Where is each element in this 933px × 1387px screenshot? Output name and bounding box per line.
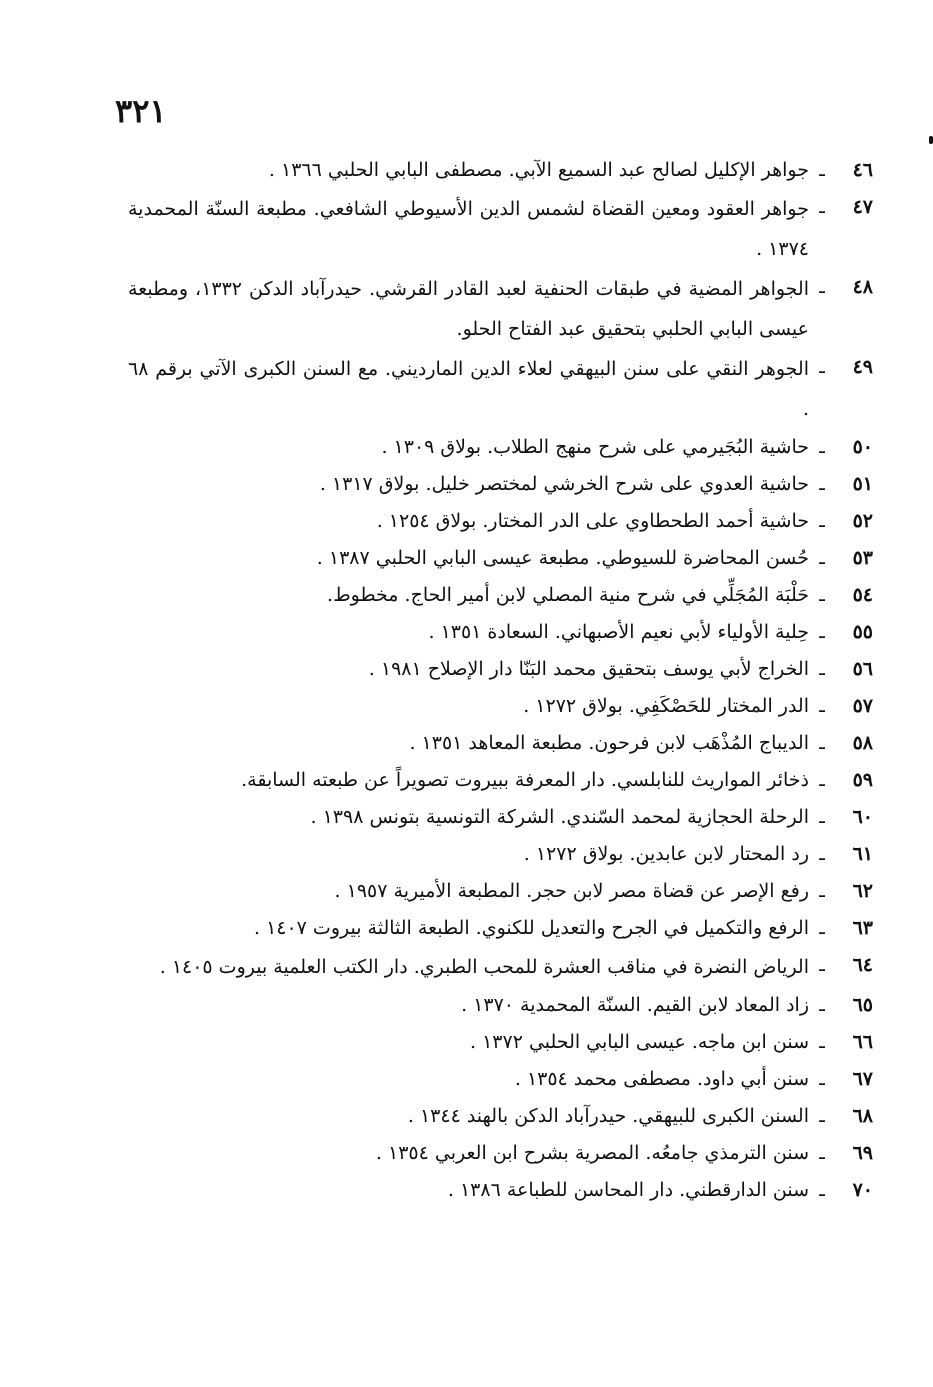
list-item (128, 349, 873, 429)
margin-mark (929, 136, 933, 144)
entry-number: ٥٤ (852, 584, 873, 606)
list-item (128, 269, 873, 349)
entry-number: ٦٤ (852, 954, 873, 976)
entry-dash: ـ (819, 473, 825, 495)
entry-text: حَلْبَة المُجَلِّي في شرح منية المصلي لابن أمير الحاج. مخطوط. (327, 584, 809, 606)
entry-number: ٦٩ (852, 1142, 873, 1164)
entry-text: حاشية أحمد الطحطاوي على الدر المختار. بولاق ١٢٥٤ . (376, 510, 809, 532)
list-item (128, 152, 873, 189)
entry-text: الجوهر النقي على سنن البيهقي لعلاء الدين المارديني. مع السنن الكبرى الآتي برقم ٦٨ . (128, 358, 809, 420)
entry-number: ٥٠ (852, 436, 873, 458)
entry-dash: ـ (819, 1142, 825, 1164)
list-item (128, 1135, 873, 1172)
entry-text: زاد المعاد لابن القيم. السنّة المحمدية ١٣٧٠ . (461, 994, 809, 1016)
list-item (128, 189, 873, 269)
entry-dash: ـ (819, 276, 825, 298)
list-item (128, 466, 873, 503)
entry-dash: ـ (819, 769, 825, 791)
entry-dash: ـ (819, 547, 825, 569)
entry-number: ٦٥ (852, 994, 873, 1016)
entry-text: حُسن المحاضرة للسيوطي. مطبعة عيسى البابي الحلبي ١٣٨٧ . (316, 547, 809, 569)
list-item (128, 577, 873, 614)
entry-text: ذخائر المواريث للنابلسي. دار المعرفة ببيروت تصويراً عن طبعته السابقة. (241, 769, 809, 791)
list-item (128, 910, 873, 947)
entry-number: ٧٠ (852, 1179, 873, 1201)
entry-number: ٤٧ (852, 196, 873, 218)
entry-dash: ـ (819, 621, 825, 643)
entry-text: الجواهر المضية في طبقات الحنفية لعبد القادر القرشي. حيدرآباد الدكن ١٣٣٢، ومطبعة عيسى البابي الحلبي بتحقيق عبد الفتاح الحلو. (128, 278, 809, 340)
entry-number: ٦٦ (852, 1031, 873, 1053)
entry-number: ٥٩ (852, 769, 873, 791)
entry-dash: ـ (819, 1068, 825, 1090)
entry-text: حاشية البُجَيرمي على شرح منهج الطلاب. بولاق ١٣٠٩ . (381, 436, 809, 458)
entry-text: الخراج لأبي يوسف بتحقيق محمد البَنّا دار الإصلاح ١٩٨١ . (368, 658, 809, 680)
entry-number: ٥٧ (852, 695, 873, 717)
entry-text: الدر المختار للحَصْكَفِي. بولاق ١٢٧٢ . (523, 695, 809, 717)
entry-dash: ـ (819, 584, 825, 606)
list-item (128, 1098, 873, 1135)
entry-number: ٦١ (852, 843, 873, 865)
entry-text: سنن ابن ماجه. عيسى البابي الحلبي ١٣٧٢ . (469, 1031, 809, 1053)
entry-dash: ـ (819, 658, 825, 680)
entry-dash: ـ (819, 917, 825, 939)
entry-number: ٥٣ (852, 547, 873, 569)
entry-dash: ـ (819, 1179, 825, 1201)
entry-dash: ـ (819, 1031, 825, 1053)
entry-number: ٦٠ (852, 806, 873, 828)
entry-text: سنن أبي داود. مصطفى محمد ١٣٥٤ . (514, 1068, 809, 1090)
entry-dash: ـ (819, 843, 825, 865)
entry-text: الرفع والتكميل في الجرح والتعديل للكنوي. الطبعة الثالثة بيروت ١٤٠٧ . (253, 917, 809, 939)
list-item (128, 503, 873, 540)
page-number: ٣٢١ (115, 92, 167, 130)
entry-text: رد المحتار لابن عابدين. بولاق ١٢٧٢ . (523, 843, 809, 865)
entry-number: ٦٨ (852, 1105, 873, 1127)
list-item (128, 799, 873, 836)
entry-dash: ـ (819, 356, 825, 378)
entry-dash: ـ (819, 159, 825, 181)
list-item (128, 1061, 873, 1098)
entry-dash: ـ (819, 880, 825, 902)
entry-number: ٦٢ (852, 880, 873, 902)
entry-text: سنن الدارقطني. دار المحاسن للطباعة ١٣٨٦ . (447, 1179, 809, 1201)
entry-dash: ـ (819, 954, 825, 976)
entry-number: ٦٧ (852, 1068, 873, 1090)
entry-dash: ـ (819, 196, 825, 218)
entry-text: حِلية الأولياء لأبي نعيم الأصبهاني. السعادة ١٣٥١ . (428, 621, 809, 643)
list-item (128, 540, 873, 577)
entry-dash: ـ (819, 732, 825, 754)
entry-number: ٥٦ (852, 658, 873, 680)
entry-number: ٦٣ (852, 917, 873, 939)
entry-number: ٤٦ (852, 159, 873, 181)
list-item (128, 429, 873, 466)
entry-text: الرحلة الحجازية لمحمد السّندي. الشركة التونسية بتونس ١٣٩٨ . (310, 806, 809, 828)
entry-dash: ـ (819, 1105, 825, 1127)
entry-text: الرياض النضرة في مناقب العشرة للمحب الطبري. دار الكتب العلمية بيروت ١٤٠٥ . (159, 956, 809, 978)
list-item (128, 614, 873, 651)
entry-number: ٥٥ (852, 621, 873, 643)
entry-text: حاشية العدوي على شرح الخرشي لمختصر خليل. بولاق ١٣١٧ . (319, 473, 809, 495)
entry-dash: ـ (819, 436, 825, 458)
entry-text: رفع الإصر عن قضاة مصر لابن حجر. المطبعة الأميرية ١٩٥٧ . (334, 880, 809, 902)
entry-dash: ـ (819, 806, 825, 828)
entry-number: ٤٩ (852, 356, 873, 378)
list-item (128, 725, 873, 762)
entry-number: ٤٨ (852, 276, 873, 298)
entry-number: ٥٨ (852, 732, 873, 754)
entry-number: ٥١ (852, 473, 873, 495)
list-item (128, 873, 873, 910)
list-item (128, 987, 873, 1024)
entry-text: جواهر العقود ومعين القضاة لشمس الدين الأسيوطي الشافعي. مطبعة السنّة المحمدية ١٣٧٤ . (128, 198, 809, 260)
entry-text: السنن الكبرى للبيهقي. حيدرآباد الدكن بالهند ١٣٤٤ . (407, 1105, 809, 1127)
entry-number: ٥٢ (852, 510, 873, 532)
entry-dash: ـ (819, 695, 825, 717)
list-item (128, 688, 873, 725)
list-item (128, 836, 873, 873)
entry-dash: ـ (819, 510, 825, 532)
list-item (128, 651, 873, 688)
bibliography-list (128, 152, 873, 1209)
entry-text: سنن الترمذي جامعُه. المصرية بشرح ابن العربي ١٣٥٤ . (375, 1142, 809, 1164)
list-item (128, 1024, 873, 1061)
entry-dash: ـ (819, 994, 825, 1016)
entry-text: الديباج المُذْهَب لابن فرحون. مطبعة المعاهد ١٣٥١ . (409, 732, 809, 754)
list-item (128, 947, 873, 987)
entry-text: جواهر الإكليل لصالح عبد السميع الآبي. مصطفى البابي الحلبي ١٣٦٦ . (268, 159, 809, 181)
list-item (128, 762, 873, 799)
list-item (128, 1172, 873, 1209)
